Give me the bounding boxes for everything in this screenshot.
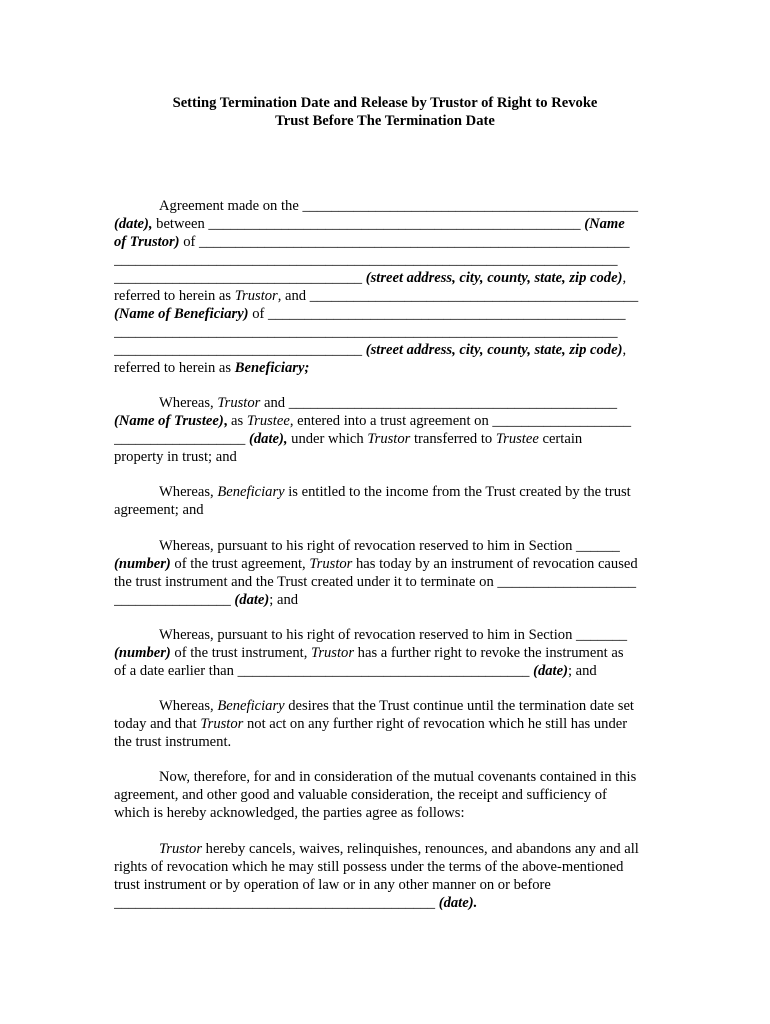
text-run: ,	[223, 413, 228, 429]
text-run: , entered into a trust agreement on ___________________	[289, 413, 632, 429]
defined-term: Trustor	[217, 395, 261, 411]
text-line	[114, 430, 659, 448]
text-line: the trust instrument and the Trust created under it to terminate on ___________________	[114, 574, 637, 590]
text-line	[114, 555, 659, 573]
defined-term: Trustor	[200, 716, 244, 732]
defined-term: Beneficiary;	[234, 360, 310, 376]
date-field-label: (date),	[249, 431, 288, 447]
text-line: rights of revocation which he may still possess under the terms of the above-mentioned	[114, 859, 624, 875]
text-line	[114, 412, 659, 430]
text-line	[114, 662, 659, 680]
text-line: trust instrument or by operation of law or in any other manner on or before	[114, 877, 551, 893]
text-run: of a date earlier than ________________________________________	[114, 663, 534, 679]
section-number-label: (number)	[114, 645, 171, 661]
document-title-line-1: Setting Termination Date and Release by Trustor of Right to Revoke	[172, 95, 598, 111]
text-line	[114, 215, 659, 233]
text-run: ,	[622, 270, 627, 286]
address-field-label: (street address, city, county, state, zip code)	[365, 342, 623, 358]
date-field-label: (date)	[234, 592, 270, 608]
text-run: of the trust agreement,	[170, 556, 310, 572]
date-field-label: (date),	[114, 216, 153, 232]
text-run: __________________	[114, 431, 249, 447]
text-line: Whereas, pursuant to his right of revocation reserved to him in Section ______	[159, 538, 620, 554]
date-field-label: (date).	[438, 895, 478, 911]
defined-term: Beneficiary	[217, 484, 285, 500]
text-run: certain	[538, 431, 583, 447]
address-field-label: (street address, city, county, state, zip code)	[365, 270, 623, 286]
text-run: referred to herein as	[114, 360, 235, 376]
text-line: agreement, and other good and valuable consideration, the receipt and sufficiency of	[114, 787, 607, 803]
text-line	[159, 697, 659, 715]
text-line	[114, 287, 659, 305]
text-line	[114, 269, 659, 287]
text-run: has a further right to revoke the instrument as	[354, 645, 624, 661]
defined-term: Trustor	[311, 645, 355, 661]
text-line	[114, 644, 659, 662]
text-run: ; and	[567, 663, 597, 679]
text-run: of _________________________________________________	[248, 306, 626, 322]
text-run: ____________________________________________	[114, 895, 439, 911]
trustee-name-label: (Name of Trustee)	[114, 413, 224, 429]
text-run: Whereas,	[159, 484, 218, 500]
text-line	[159, 394, 659, 412]
blank-line: _____________________________________________________________________	[114, 324, 618, 340]
text-line	[114, 233, 659, 251]
text-run: hereby cancels, waives, relinquishes, renounces, and abandons any and all	[202, 841, 639, 857]
trustor-name-label: (Name	[584, 216, 625, 232]
text-run: of the trust instrument,	[170, 645, 312, 661]
text-run: __________________________________	[114, 270, 366, 286]
text-run: is entitled to the income from the Trust created by the trust	[284, 484, 631, 500]
text-run: Whereas,	[159, 395, 218, 411]
text-line: Whereas, pursuant to his right of revocation reserved to him in Section _______	[159, 627, 628, 643]
text-line: property in trust; and	[114, 449, 237, 465]
text-run: of ___________________________________________________________	[179, 234, 630, 250]
defined-term: Trustee	[246, 413, 290, 429]
text-run: transferred to	[410, 431, 496, 447]
text-run: Whereas,	[159, 698, 218, 714]
text-line: agreement; and	[114, 502, 204, 518]
text-line	[159, 840, 659, 858]
text-run: under which	[287, 431, 368, 447]
text-run: has today by an instrument of revocation caused	[352, 556, 638, 572]
text-run: , and _____________________________________________	[277, 288, 639, 304]
text-run: not act on any further right of revocation which he still has under	[243, 716, 628, 732]
defined-term: Trustor	[309, 556, 353, 572]
text-run: ,	[622, 342, 627, 358]
defined-term: Beneficiary	[217, 698, 285, 714]
text-run: between ___________________________________________________	[152, 216, 585, 232]
text-line	[159, 483, 659, 501]
blank-line: _____________________________________________________________________	[114, 252, 618, 268]
section-number-label: (number)	[114, 556, 171, 572]
text-run: __________________________________	[114, 342, 366, 358]
defined-term: Trustor	[367, 431, 411, 447]
text-run: today and that	[114, 716, 201, 732]
text-run: as	[227, 413, 247, 429]
text-run: ; and	[269, 592, 299, 608]
date-field-label: (date)	[533, 663, 568, 679]
text-line	[114, 715, 659, 733]
trustor-name-label: of Trustor)	[114, 234, 180, 250]
text-run: desires that the Trust continue until the termination date set	[284, 698, 634, 714]
text-line: Agreement made on the ______________________________________________	[159, 198, 639, 214]
text-line: the trust instrument.	[114, 734, 232, 750]
text-line	[114, 894, 659, 912]
text-run: referred to herein as	[114, 288, 235, 304]
defined-term: Trustee	[495, 431, 539, 447]
text-run: ________________	[114, 592, 235, 608]
text-line	[114, 359, 659, 377]
document-title-line-2: Trust Before The Termination Date	[275, 113, 495, 129]
defined-term: Trustor	[234, 288, 278, 304]
text-line: Now, therefore, for and in consideration of the mutual covenants contained in this	[159, 769, 637, 785]
text-line	[114, 305, 659, 323]
text-run: and _____________________________________________	[260, 395, 618, 411]
defined-term: Trustor	[159, 841, 202, 857]
text-line: which is hereby acknowledged, the parties agree as follows:	[114, 805, 465, 821]
beneficiary-name-label: (Name of Beneficiary)	[114, 306, 249, 322]
text-line	[114, 591, 659, 609]
text-line	[114, 341, 659, 359]
